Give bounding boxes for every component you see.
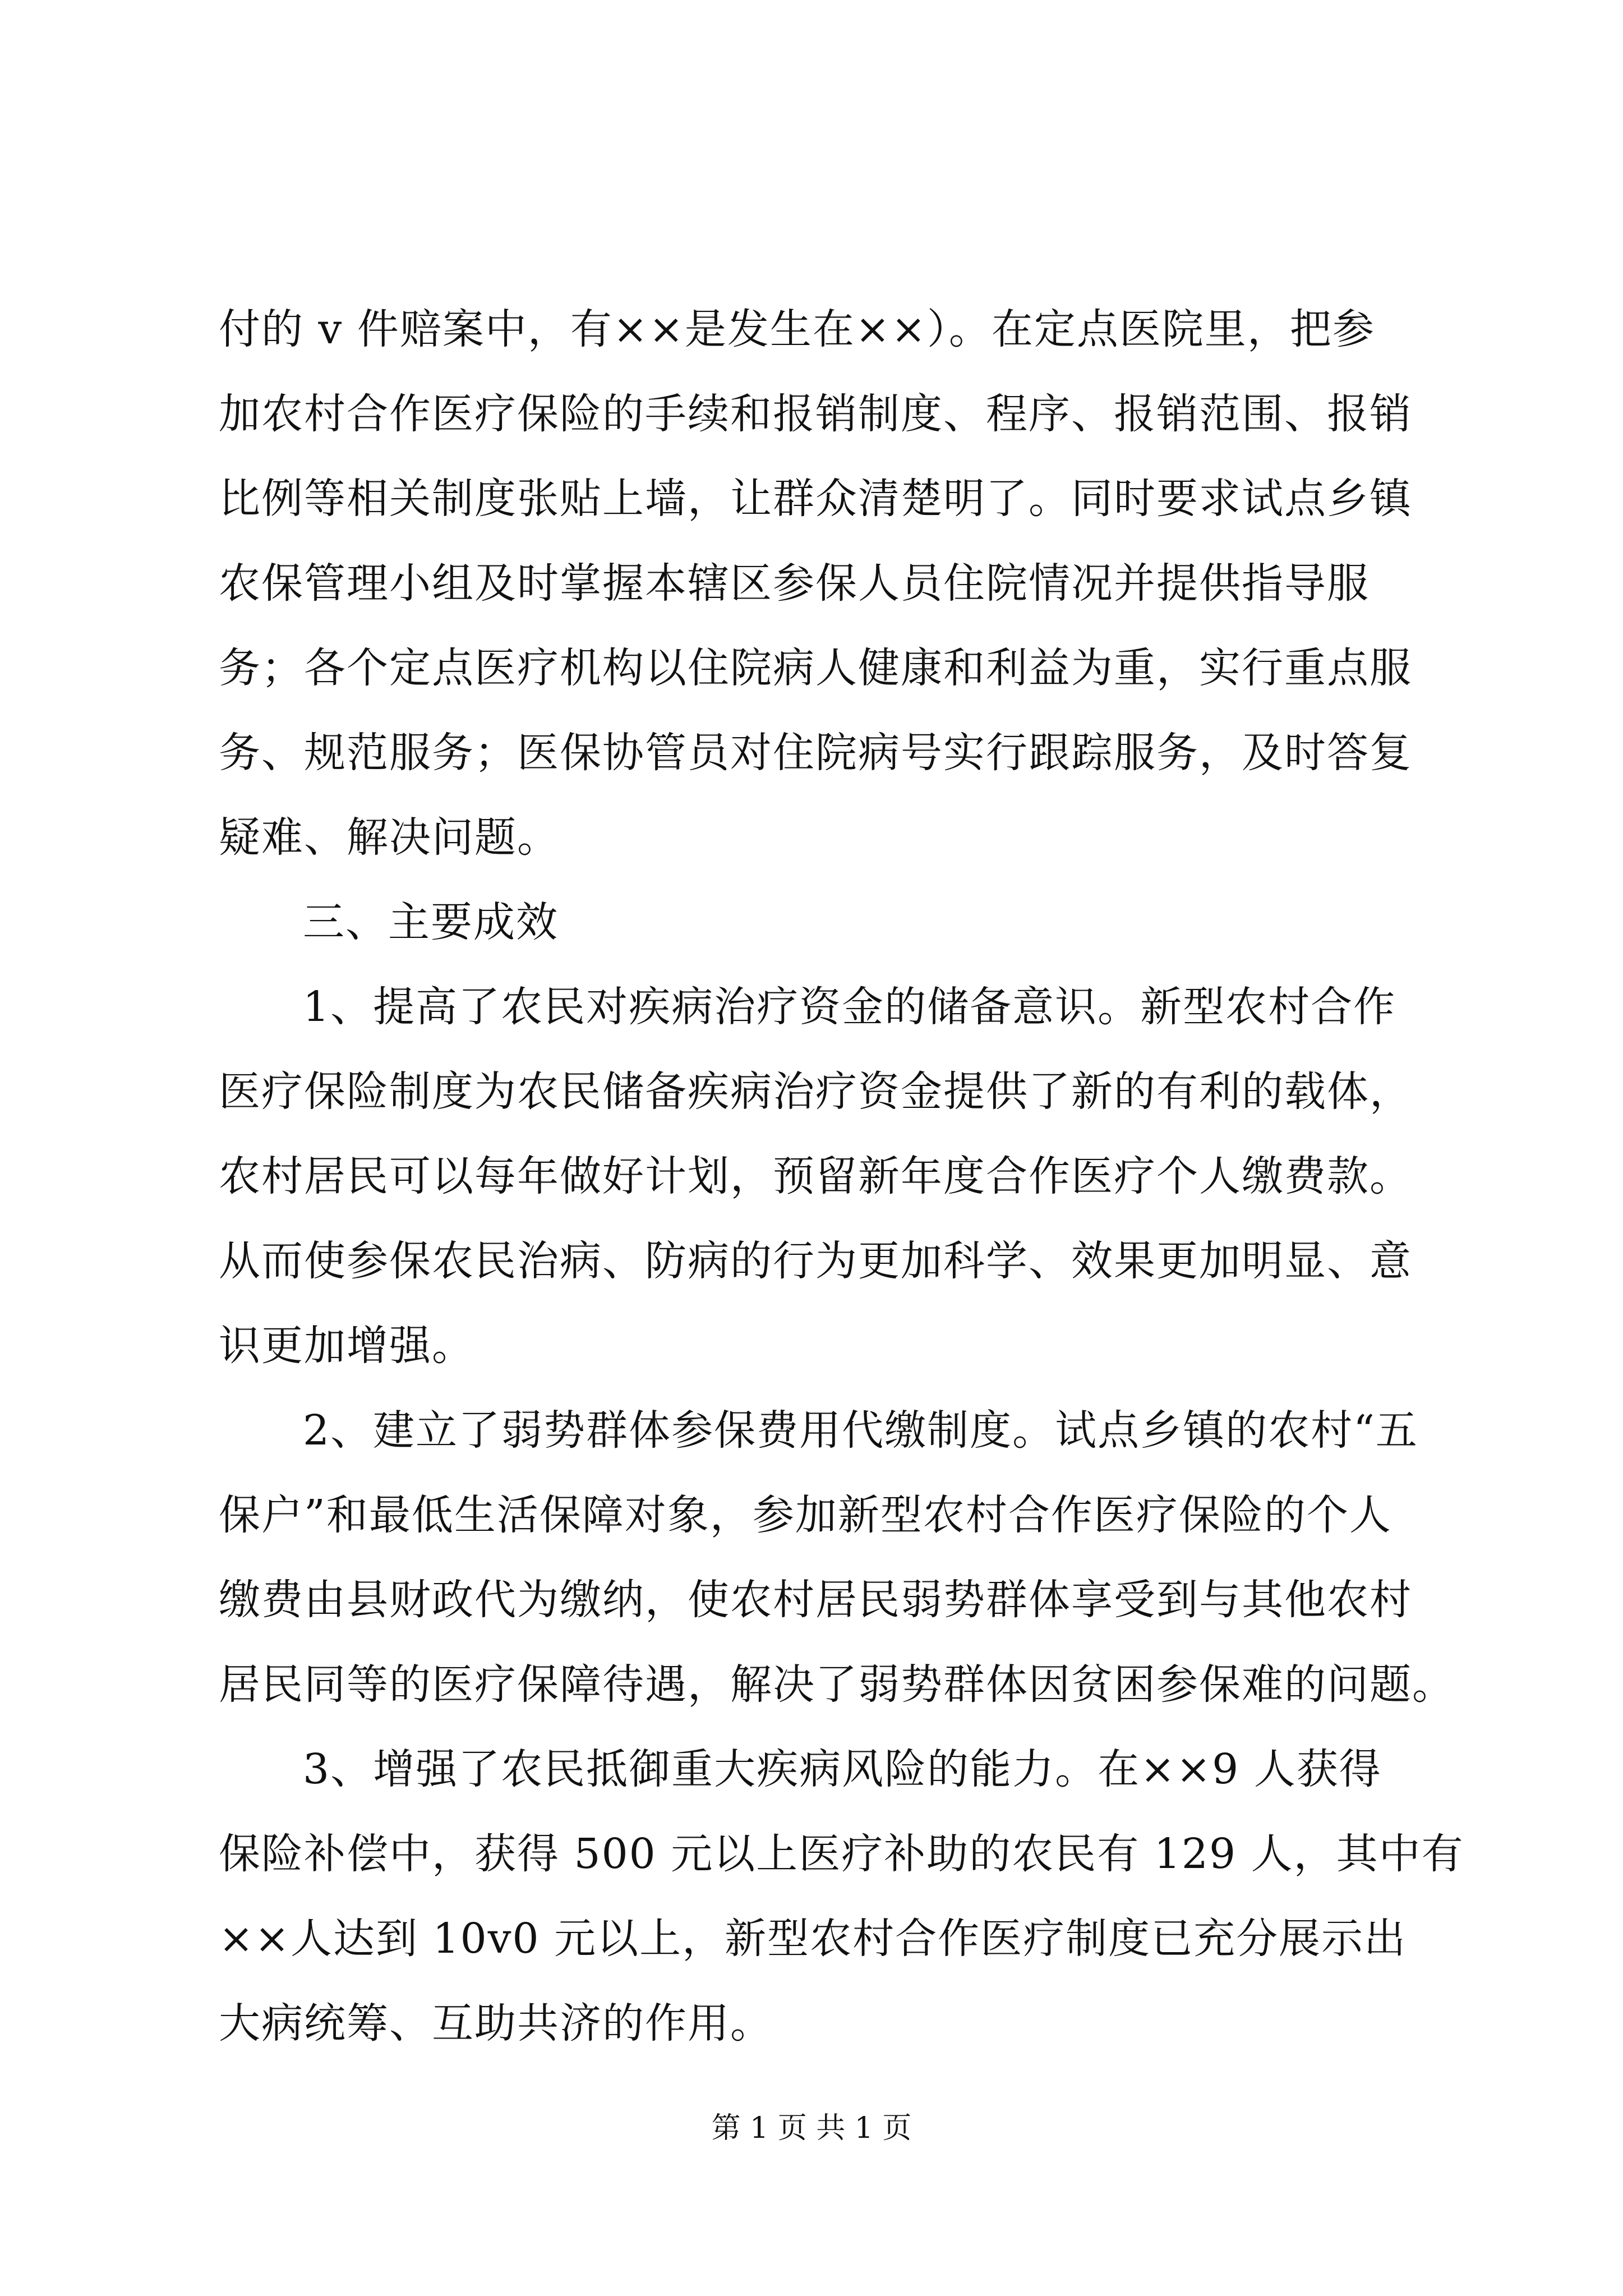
body-line: 加农村合作医疗保险的手续和报销制度、程序、报销范围、报销 [219,390,1412,438]
paragraph-start-line: 3、增强了农民抵御重大疾病风险的能力。在××9 人获得 [303,1745,1382,1793]
body-line: 付的 v 件赔案中，有××是发生在××）。在定点医院里，把参 [219,305,1375,353]
body-line: 疑难、解决问题。 [219,813,560,862]
body-line: 缴费由县财政代为缴纳，使农村居民弱势群体享受到与其他农村 [219,1576,1412,1624]
body-line: 务；各个定点医疗机构以住院病人健康和利益为重，实行重点服 [219,644,1412,692]
body-line: 比例等相关制度张贴上墙，让群众清楚明了。同时要求试点乡镇 [219,475,1412,523]
body-line: 务、规范服务；医保协管员对住院病号实行跟踪服务，及时答复 [219,729,1412,777]
body-line: 保户”和最低生活保障对象，参加新型农村合作医疗保险的个人 [219,1491,1392,1539]
body-line: 从而使参保农民治病、防病的行为更加科学、效果更加明显、意 [219,1237,1412,1285]
body-line: 保险补偿中，获得 500 元以上医疗补助的农民有 129 人，其中有 [219,1830,1464,1878]
body-line: ××人达到 10v0 元以上，新型农村合作医疗制度已充分展示出 [219,1915,1407,1963]
body-line: 医疗保险制度为农民储备疾病治疗资金提供了新的有利的载体， [219,1068,1412,1116]
body-line: 识更加增强。 [219,1322,474,1370]
body-line: 大病统筹、互助共济的作用。 [219,1999,773,2047]
body-line: 农保管理小组及时掌握本辖区参保人员住院情况并提供指导服 [219,559,1370,608]
page-footer: 第 1 页 共 1 页 [711,2111,912,2145]
paragraph-start-line: 1、提高了农民对疾病治疗资金的储备意识。新型农村合作 [303,983,1396,1031]
paragraph-start-line: 2、建立了弱势群体参保费用代缴制度。试点乡镇的农村“五 [303,1406,1418,1455]
body-line: 居民同等的医疗保障待遇，解决了弱势群体因贫困参保难的问题。 [219,1660,1455,1709]
section-heading: 三、主要成效 [303,898,559,946]
body-line: 农村居民可以每年做好计划，预留新年度合作医疗个人缴费款。 [219,1152,1412,1200]
